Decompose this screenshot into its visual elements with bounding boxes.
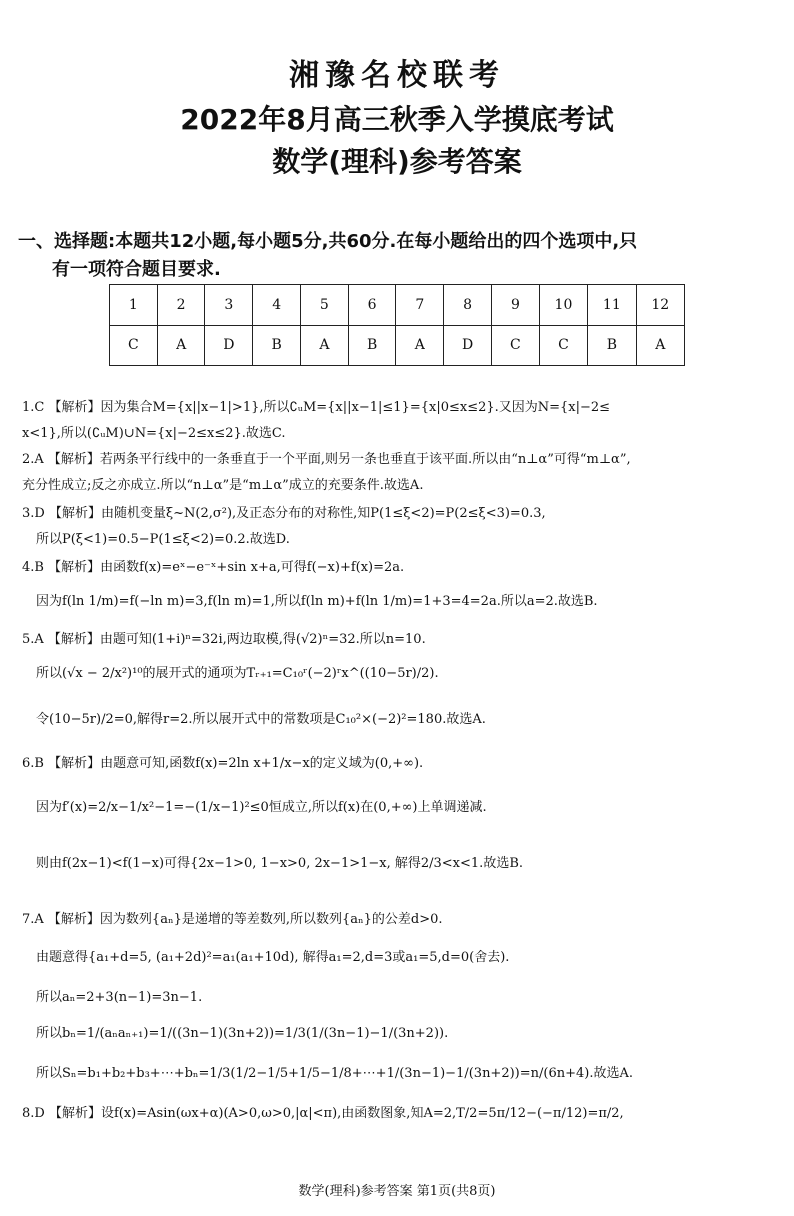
answer-letter: C <box>539 325 587 366</box>
answer-letter: A <box>157 325 205 366</box>
solution-line: 令(10−5r)/2=0,解得r=2.所以展开式中的常数项是C₁₀²×(−2)²=180.故选A. <box>36 712 486 727</box>
solution-line: 8.D 【解析】设f(x)=Asin(ωx+α)(A>0,ω>0,|α|<π),由函数图象,知A=2,T/2=5π/12−(−π/12)=π/2, <box>22 1106 624 1121</box>
solution-line: 2.A 【解析】若两条平行线中的一条垂直于一个平面,则另一条也垂直于该平面.所以由“n⊥α”可得“m⊥α”, <box>22 452 631 467</box>
question-number: 4 <box>253 285 301 326</box>
question-number: 8 <box>444 285 492 326</box>
solution-line: 3.D 【解析】由随机变量ξ~N(2,σ²),及正态分布的对称性,知P(1≤ξ<2)=P(2≤ξ<3)=0.3, <box>22 506 546 521</box>
section-heading-line2: 有一项符合题目要求. <box>52 259 221 280</box>
section-heading-line1: 一、选择题:本题共12小题,每小题5分,共60分.在每小题给出的四个选项中,只 <box>18 231 638 252</box>
answer-letter: C <box>492 325 540 366</box>
answer-letter: A <box>396 325 444 366</box>
solution-line: 1.C 【解析】因为集合M={x||x−1|>1},所以∁ᵤM={x||x−1|≤1}={x|0≤x≤2}.又因为N={x|−2≤ <box>22 400 611 415</box>
solution-line: 所以P(ξ<1)=0.5−P(1≤ξ<2)=0.2.故选D. <box>36 532 290 547</box>
answer-letter: A <box>636 325 684 366</box>
solution-line: 4.B 【解析】由函数f(x)=eˣ−e⁻ˣ+sin x+a,可得f(−x)+f(x)=2a. <box>22 560 405 575</box>
solution-line: 因为f(ln 1/m)=f(−ln m)=3,f(ln m)=1,所以f(ln m)+f(ln 1/m)=1+3=4=2a.所以a=2.故选B. <box>36 594 598 609</box>
answer-table-number-row <box>110 285 685 326</box>
exam-name-title: 2022年8月高三秋季入学摸底考试 <box>180 103 614 136</box>
question-number: 3 <box>205 285 253 326</box>
solution-line: 5.A 【解析】由题可知(1+i)ⁿ=32i,两边取模,得(√2)ⁿ=32.所以n=10. <box>22 632 426 647</box>
answer-letter: A <box>301 325 349 366</box>
solution-line: 则由f(2x−1)<f(1−x)可得{2x−1>0, 1−x>0, 2x−1>1−x, 解得2/3<x<1.故选B. <box>36 856 523 871</box>
question-number: 12 <box>636 285 684 326</box>
solution-line: 所以(√x − 2/x²)¹⁰的展开式的通项为Tᵣ₊₁=C₁₀ʳ(−2)ʳx^((10−5r)/2). <box>36 666 439 681</box>
solution-line: 充分性成立;反之亦成立.所以“n⊥α”是“m⊥α”成立的充要条件.故选A. <box>22 478 424 493</box>
answer-letter: D <box>444 325 492 366</box>
solution-line: 6.B 【解析】由题意可知,函数f(x)=2ln x+1/x−x的定义域为(0,+∞). <box>22 756 424 771</box>
solution-line: 所以aₙ=2+3(n−1)=3n−1. <box>36 990 203 1005</box>
question-number: 7 <box>396 285 444 326</box>
answer-key-title: 数学(理科)参考答案 <box>272 145 522 178</box>
solution-line: 7.A 【解析】因为数列{aₙ}是递增的等差数列,所以数列{aₙ}的公差d>0. <box>22 912 443 927</box>
answer-letter: D <box>205 325 253 366</box>
answer-table-answer-row <box>110 325 685 366</box>
question-number: 11 <box>588 285 636 326</box>
question-number: 6 <box>348 285 396 326</box>
answer-letter: C <box>110 325 158 366</box>
answer-letter: B <box>253 325 301 366</box>
exam-org-title: 湘豫名校联考 <box>289 58 505 93</box>
solution-line: x<1},所以(∁ᵤM)∪N={x|−2≤x≤2}.故选C. <box>22 426 286 441</box>
answer-letter: B <box>588 325 636 366</box>
answer-letter: B <box>348 325 396 366</box>
page-footer: 数学(理科)参考答案 第1页(共8页) <box>298 1184 496 1199</box>
question-number: 2 <box>157 285 205 326</box>
question-number: 10 <box>539 285 587 326</box>
solution-line: 因为f′(x)=2/x−1/x²−1=−(1/x−1)²≤0恒成立,所以f(x)在(0,+∞)上单调递减. <box>36 800 487 815</box>
answer-table <box>109 284 685 366</box>
solution-line: 由题意得{a₁+d=5, (a₁+2d)²=a₁(a₁+10d), 解得a₁=2,d=3或a₁=5,d=0(舍去). <box>36 950 510 965</box>
question-number: 1 <box>110 285 158 326</box>
solution-line: 所以bₙ=1/(aₙaₙ₊₁)=1/((3n−1)(3n+2))=1/3(1/(3n−1)−1/(3n+2)). <box>36 1026 449 1041</box>
solution-line: 所以Sₙ=b₁+b₂+b₃+⋯+bₙ=1/3(1/2−1/5+1/5−1/8+⋯+1/(3n−1)−1/(3n+2))=n/(6n+4).故选A. <box>36 1066 633 1081</box>
question-number: 5 <box>301 285 349 326</box>
question-number: 9 <box>492 285 540 326</box>
